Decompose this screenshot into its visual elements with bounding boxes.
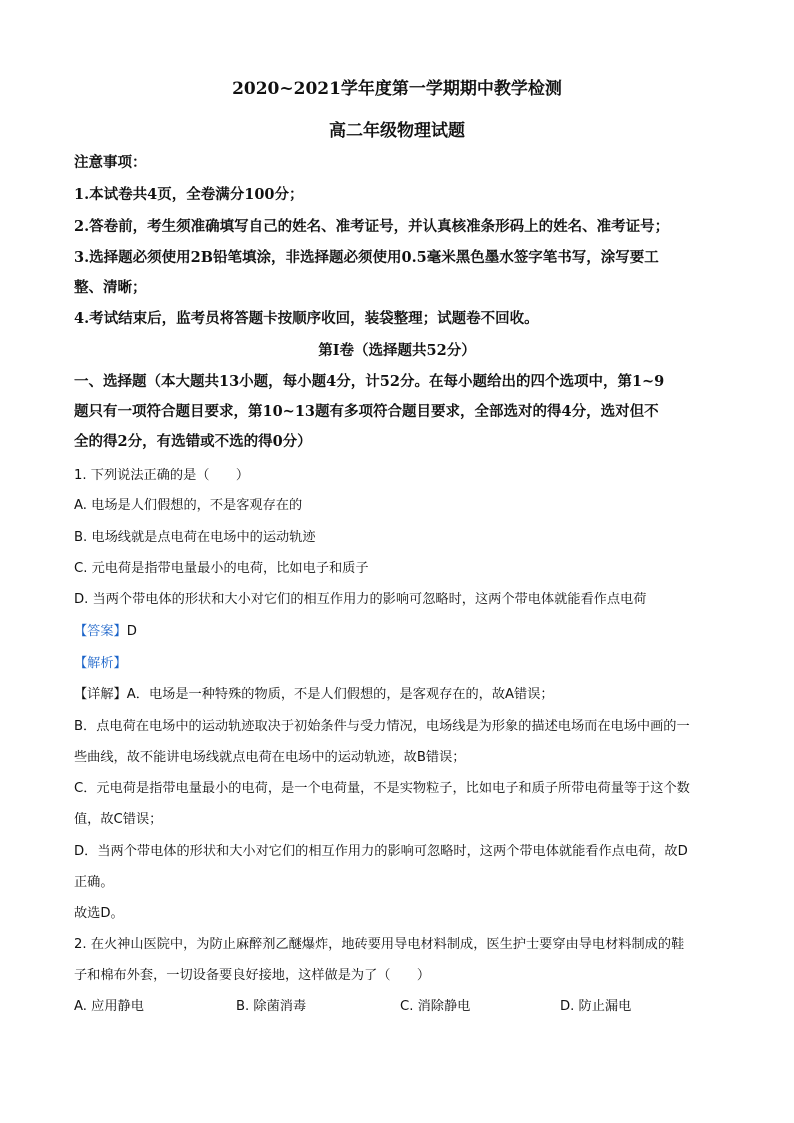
section-title: 第I卷（选择题共52分）: [318, 342, 476, 359]
section-instructions: 全的得2分，有选错或不选的得0分）: [74, 433, 312, 450]
question-1-option-c: C. 元电荷是指带电量最小的电荷，比如电子和质子: [74, 561, 369, 576]
question-2-option-a: A. 应用静电: [74, 999, 144, 1014]
question-2-option-c: C. 消除静电: [400, 999, 471, 1014]
question-1-stem: 1. 下列说法正确的是（ ）: [74, 468, 250, 483]
answer-tag: 【答案】: [74, 624, 127, 639]
detail-line: 故选D。: [74, 906, 124, 921]
notice-item: 3.选择题必须使用2B铅笔填涂，非选择题必须使用0.5毫米黑色墨水签字笔书写，涂写要工: [74, 249, 659, 266]
question-1-option-d: D. 当两个带电体的形状和大小对它们的相互作用力的影响可忽略时，这两个带电体就能看作点电荷: [74, 592, 647, 607]
question-1-option-a: A. 电场是人们假想的，不是客观存在的: [74, 498, 303, 513]
section-instructions: 一、选择题（本大题共13小题，每小题4分，计52分。在每小题给出的四个选项中，第1~9: [74, 373, 665, 390]
detail-line: D．当两个带电体的形状和大小对它们的相互作用力的影响可忽略时，这两个带电体就能看作点电荷，故D: [74, 844, 688, 859]
detail-line: C．元电荷是指带电量最小的电荷，是一个电荷量，不是实物粒子，比如电子和质子所带电荷量等于这个数: [74, 781, 690, 796]
detail-line: 值，故C错误；: [74, 812, 163, 827]
question-1-option-b: B. 电场线就是点电荷在电场中的运动轨迹: [74, 530, 316, 545]
notice-heading: 注意事项：: [74, 154, 147, 171]
detail-line: B．点电荷在电场中的运动轨迹取决于初始条件与受力情况，电场线是为形象的描述电场而在电场中画的一: [74, 719, 690, 734]
question-2-stem: 子和棉布外套，一切设备要良好接地，这样做是为了（ ）: [74, 968, 431, 983]
analysis-tag: 【解析】: [74, 656, 127, 671]
question-2-option-d: D. 防止漏电: [560, 999, 632, 1014]
detail-line: 正确。: [74, 875, 114, 890]
question-2-options: [74, 995, 631, 1014]
exam-subtitle: 高二年级物理试题: [329, 121, 465, 141]
notice-item: 整、清晰；: [74, 279, 147, 296]
section-instructions: 题只有一项符合题目要求，第10~13题有多项符合题目要求，全部选对的得4分，选对但不: [74, 403, 659, 420]
answer-row: [74, 620, 137, 639]
exam-title: 2020~2021学年度第一学期期中教学检测: [232, 79, 562, 99]
detail-tag: 【详解】: [74, 687, 127, 702]
notice-item: 2.答卷前，考生须准确填写自己的姓名、准考证号，并认真核准条形码上的姓名、准考证号；: [74, 218, 670, 235]
question-2-option-b: B. 除菌消毒: [236, 999, 307, 1014]
detail-line: [74, 683, 554, 702]
question-2-stem: 2. 在火神山医院中，为防止麻醉剂乙醚爆炸，地砖要用导电材料制成，医生护士要穿由导电材料制成的鞋: [74, 937, 685, 952]
notice-item: 4.考试结束后，监考员将答题卡按顺序收回，装袋整理；试题卷不回收。: [74, 310, 539, 327]
detail-text: A．电场是一种特殊的物质，不是人们假想的，是客观存在的，故A错误；: [126, 687, 554, 702]
detail-line: 些曲线，故不能讲电场线就点电荷在电场中的运动轨迹，故B错误；: [74, 750, 466, 765]
notice-item: 1.本试卷共4页，全卷满分100分；: [74, 186, 304, 203]
answer-value: D: [126, 624, 137, 639]
